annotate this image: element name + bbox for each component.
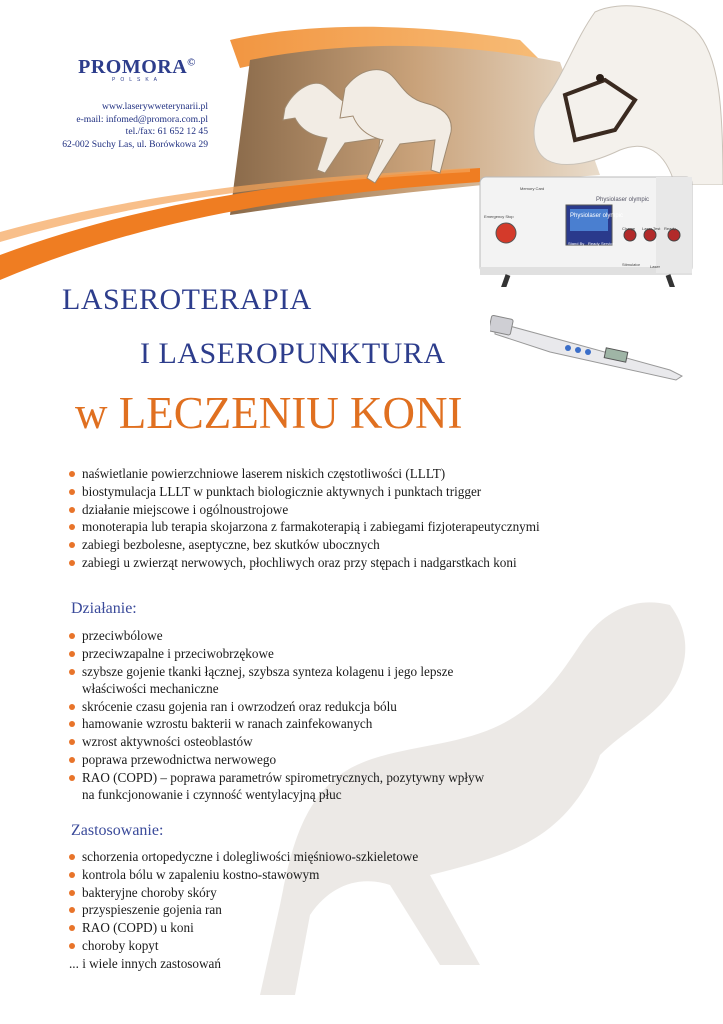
device-label-emergency: Emergency Stop [484, 214, 514, 219]
bullet-icon [69, 507, 75, 513]
section-heading-dzialanie: Działanie: [71, 600, 137, 617]
list-item: monoterapia lub terapia skojarzona z farmakoterapią i zabiegami fizjoterapeutycznymi [69, 518, 540, 536]
list-item: zabiegi bezbolesne, aseptyczne, bez skutków ubocznych [69, 536, 540, 554]
zastosowanie-tail: ... i wiele innych zastosowań [69, 956, 221, 971]
list-item: bakteryjne choroby skóry [69, 884, 418, 902]
device-label-memory: Memory Card [520, 186, 545, 191]
bullet-icon [69, 669, 75, 675]
bullet-icon [69, 757, 75, 763]
list-item: szybsze gojenie tkanki łącznej, szybsza synteza kolagenu i jego lepsze właściwości mechaniczne [69, 663, 489, 698]
title-line3 [75, 387, 462, 439]
device-btn-ready: Ready [588, 241, 600, 246]
list-item: biostymulacja LLLT w punktach biologicznie aktywnych i punktach trigger [69, 483, 540, 501]
running-horses-image [265, 48, 465, 198]
list-item: naświetlanie powierzchniowe laserem niskich częstotliwości (LLLT) [69, 465, 540, 483]
list-item: schorzenia ortopedyczne i dolegliwości mięśniowo-szkieletowe [69, 848, 418, 866]
bullet-icon [69, 872, 75, 878]
list-item: RAO (COPD) u koni [69, 919, 418, 937]
laser-pen-image [490, 312, 690, 382]
bullet-icon [69, 739, 75, 745]
title-line2: I LASEROPUNKTURA [140, 337, 446, 370]
horse-head-image [525, 0, 723, 185]
bullet-icon [69, 560, 75, 566]
device-btn-standby: Stand By [568, 241, 585, 246]
bullet-icon [69, 721, 75, 727]
list-item: zabiegi u zwierząt nerwowych, płochliwych oraz przy stępach i nadgarstkach koni [69, 554, 540, 572]
device-label-charge: Charge [622, 226, 636, 231]
title-line3-main: LECZENIU KONI [118, 388, 463, 438]
bullet-icon [69, 907, 75, 913]
bullet-icon [69, 651, 75, 657]
device-label-ready: Ready [664, 226, 676, 231]
list-item: poprawa przewodnictwa nerwowego [69, 751, 489, 769]
list-item: skrócenie czasu gojenia ran i owrzodzeń oraz redukcja bólu [69, 698, 489, 716]
bullet-icon [69, 775, 75, 781]
device-screen-title: Physiolaser olympic [570, 213, 624, 219]
bullet-icon [69, 542, 75, 548]
list-item: kontrola bólu w zapaleniu kostno-stawowym [69, 866, 418, 884]
list-item: RAO (COPD) – poprawa parametrów spirometrycznych, pozytywny wpływ na funkcjonowanie i czynność wentylacyjną płuc [69, 769, 489, 804]
device-label-lasertest: Laser Test [642, 226, 661, 231]
section-heading-zastosowanie: Zastosowanie: [71, 822, 164, 839]
bullet-icon [69, 890, 75, 896]
contact-website[interactable]: www.laserywweterynarii.pl [102, 101, 208, 112]
title-line3-prefix: w [75, 388, 108, 438]
bullet-icon [69, 854, 75, 860]
contact-block [40, 101, 208, 151]
bullet-icon [69, 489, 75, 495]
bullet-icon [69, 704, 75, 710]
contact-phone: tel./fax: 61 652 12 45 [125, 126, 208, 138]
bullet-icon [69, 471, 75, 477]
device-label-laser: Laser [650, 264, 661, 269]
list-item: choroby kopyt [69, 937, 418, 955]
bullet-icon [69, 943, 75, 949]
list-item: przyspieszenie gojenia ran [69, 901, 418, 919]
list-item: przeciwbólowe [69, 627, 489, 645]
list-item: działanie miejscowe i ogólnoustrojowe [69, 501, 540, 519]
title-line1: LASEROTERAPIA [62, 283, 312, 316]
logo-text: PROMORA© [78, 56, 196, 78]
intro-list [69, 465, 540, 572]
contact-address: 62-002 Suchy Las, ul. Borówkowa 29 [62, 138, 208, 150]
list-item: przeciwzapalne i przeciwobrzękowe [69, 645, 489, 663]
promora-logo [62, 56, 212, 83]
device-label-stimulator: Stimulator [622, 262, 641, 267]
list-item: wzrost aktywności osteoblastów [69, 733, 489, 751]
contact-email[interactable]: e-mail: infomed@promora.com.pl [76, 113, 208, 125]
list-item: hamowanie wzrostu bakterii w ranach zainfekowanych [69, 715, 489, 733]
device-brand-label: Physiolaser olympic [596, 197, 650, 203]
dzialanie-list [69, 627, 489, 804]
zastosowanie-list [69, 848, 418, 955]
device-btn-service: Service [601, 241, 615, 246]
bullet-icon [69, 925, 75, 931]
logo-subtitle: POLSKA [111, 77, 162, 83]
laser-device-image [478, 175, 710, 287]
bullet-icon [69, 524, 75, 530]
bullet-icon [69, 633, 75, 639]
